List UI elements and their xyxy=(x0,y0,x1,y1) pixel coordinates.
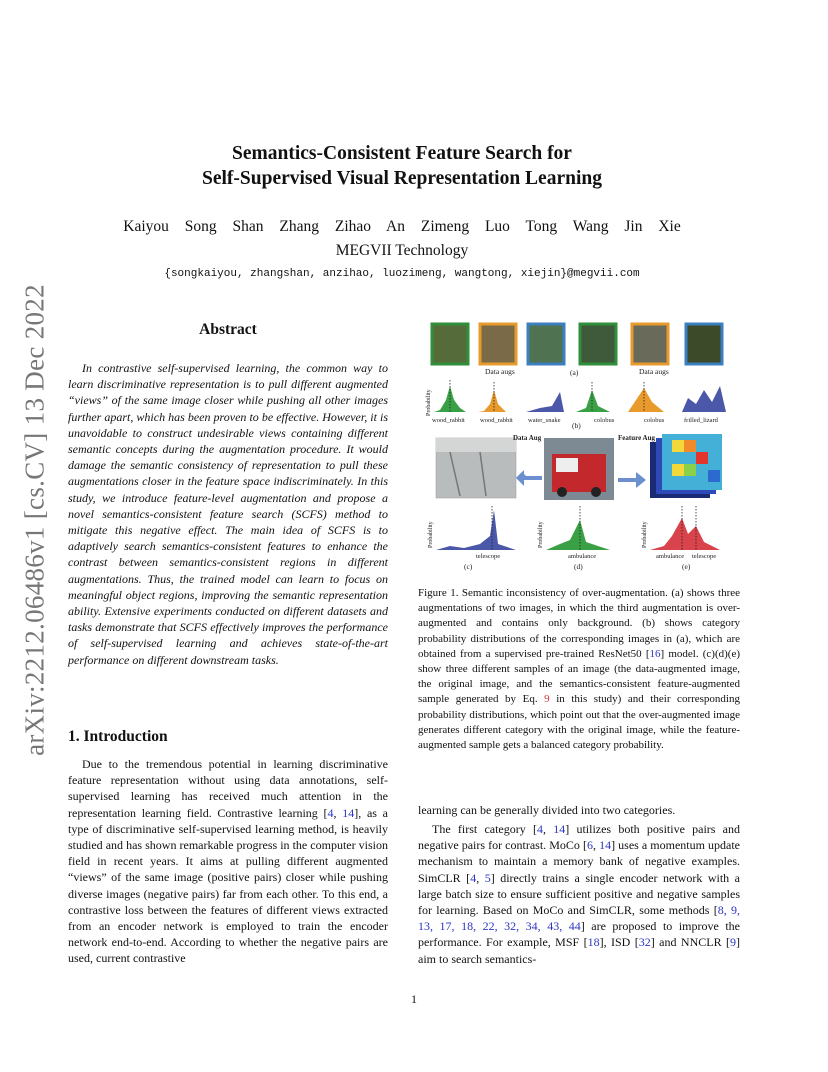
citation-link[interactable]: 4 xyxy=(536,822,543,836)
label-data-augs-left: Data augs xyxy=(485,367,515,376)
svg-text:ambulance: ambulance xyxy=(568,553,597,560)
panel-a-images xyxy=(432,324,722,364)
citation-link[interactable]: 6 xyxy=(587,838,593,853)
citation-link[interactable]: 5 xyxy=(484,870,491,885)
svg-text:Probability: Probability xyxy=(428,521,434,548)
intro-paragraph: Due to the tremendous potential in learning discriminative feature representation without using data annotations, self-supervised learning has received much attention in the representation learning field. Contrastive learning [4, 14], as a type of discriminative self-supervised learning method, is heavily studied and has shown remarkable progress in the computer vision field in recent years. It aims at pulling different augmented “views” of the same image (positive pairs) closer while pushing diverse images (negative pairs) far from each other. To this end, a contrastive loss between the features of different views extracted from an encoder network is employed to train the encoder network end-to-end. According to whether the negative pairs are used, current contrastive xyxy=(68,757,388,966)
citation-link[interactable]: 8, 9, 13, 17, 18, 22, 32, 34, 43, 44 xyxy=(418,903,741,934)
data-aug-label: Data Aug xyxy=(513,434,542,442)
abstract-heading: Abstract xyxy=(199,321,257,338)
citation-link[interactable]: 32 xyxy=(638,935,651,950)
svg-text:telescope: telescope xyxy=(692,553,717,560)
figure-1 xyxy=(420,320,740,576)
ylabel-b: Probability xyxy=(426,389,432,416)
affiliation: MEGVII Technology xyxy=(335,242,469,259)
paper-title xyxy=(120,141,684,191)
citation-link[interactable]: 16 xyxy=(649,647,661,660)
svg-text:colobus: colobus xyxy=(594,417,615,424)
equation-link[interactable]: 9 xyxy=(544,693,550,706)
intro-heading: 1. Introduction xyxy=(68,728,168,745)
feature-aug-label: Feature Aug xyxy=(618,434,656,442)
svg-text:colobus: colobus xyxy=(644,417,665,424)
panel-a-label: (a) xyxy=(570,368,579,377)
emails: {songkaiyou, zhangshan, anzihao, luozimeng, wangtong, xiejin}@megvii.com xyxy=(164,268,640,280)
svg-text:wood_rabbit: wood_rabbit xyxy=(432,417,465,424)
panel-c-label: (c) xyxy=(464,562,473,571)
citation-link[interactable]: 18 xyxy=(587,935,600,950)
svg-text:telescope: telescope xyxy=(476,553,501,560)
panel-d-label: (d) xyxy=(574,562,583,571)
right-col-continuation: learning can be generally divided into two categories. xyxy=(418,803,676,817)
title-line-1: Semantics-Consistent Feature Search for xyxy=(232,143,572,164)
figure-caption: Figure 1. Semantic inconsistency of over-augmentation. (a) shows three augmentations of two images, in which the third augmentation is over-augmented and contains only background. (b) shows category probability distributions of the corresponding images in (a), which are obtained from a supervised pre-trained ResNet50 [16] model. (c)(d)(e) show three different samples of an image (the data-augmented image, the original image, and the semantics-consistent feature-augmented sample generated by Eq. 9 in this study) and their corresponding probability distributions, which point out that the over-augmented image generates different category with the original image, while the feature-augmented sample gets a balanced category probability. xyxy=(418,587,741,752)
panel-b-histograms xyxy=(426,380,726,416)
citation-link[interactable]: 9 xyxy=(730,935,736,950)
arxiv-sidebar xyxy=(15,280,55,760)
citation-link[interactable]: 14 xyxy=(599,838,612,853)
label-data-augs-right: Data augs xyxy=(639,367,669,376)
authors: Kaiyou Song Shan Zhang Zihao An Zimeng Luo Tong Wang Jin Xie xyxy=(123,218,681,235)
svg-text:Probability: Probability xyxy=(642,521,648,548)
svg-text:wood_rabbit: wood_rabbit xyxy=(480,417,513,424)
panel-b-label: (b) xyxy=(572,421,581,430)
svg-text:ambulance: ambulance xyxy=(656,553,685,560)
citation-link[interactable]: 4 xyxy=(470,870,477,885)
svg-text:frilled_lizard: frilled_lizard xyxy=(684,417,718,424)
citation-link[interactable]: 4 xyxy=(327,805,334,820)
panel-e-label: (e) xyxy=(682,562,691,571)
svg-text:Probability: Probability xyxy=(538,521,544,548)
svg-text:water_snake: water_snake xyxy=(528,417,561,424)
citation-link[interactable]: 14 xyxy=(553,822,566,836)
panel-cde-images xyxy=(436,434,722,500)
title-line-2: Self-Supervised Visual Representation Learning xyxy=(202,168,602,189)
abstract-text: In contrastive self-supervised learning, the common way to learn discriminative representation is to pull different augmented “views” of the same image closer while pushing all other images further apart, which has been proven to be effective. However, it is unavoidable to construct undesirable views containing different semantic concepts during the augmentation procedure. It would damage the semantic consistency of representation to pull these augmentations closer in the feature space indiscriminately. In this study, we introduce feature-level augmentation and propose a novel semantics-consistent feature search (SCFS) method to mitigate this negative effect. The main idea of SCFS is to adaptively search semantics-consistent features to enhance the contrast between semantics-consistent regions in different augmentations. Thus, the trained model can learn to focus on meaningful object regions, improving the semantic representation ability. Extensive experiments conducted on different datasets and tasks demonstrate that SCFS effectively improves the performance of self-supervised learning and achieves state-of-the-art performance on different downstream tasks. xyxy=(68,361,388,667)
panel-cde-histograms xyxy=(428,506,720,550)
page-number: 1 xyxy=(411,992,417,1006)
arxiv-id: arXiv:2212.06486v1 [cs.CV] 13 Dec 2022 xyxy=(19,284,50,756)
citation-link[interactable]: 14 xyxy=(342,805,355,820)
right-col-paragraph: The first category [4, 14] utilizes both positive pairs and negative pairs for contrast. MoCo [6, 14] uses a momentum update mechanism to maintain a memory bank of negative examples. SimCLR [4, 5] directly trains a single encoder network with a large batch size to ensure sufficient positive and negative samples for learning. Based on MoCo and SimCLR, some methods [8, 9, 13, 17, 18, 22, 32, 34, 43, 44] are proposed to improve the performance. For example, MSF [18], ISD [32] and NNCLR [9] aim to search semantics- xyxy=(418,822,741,966)
